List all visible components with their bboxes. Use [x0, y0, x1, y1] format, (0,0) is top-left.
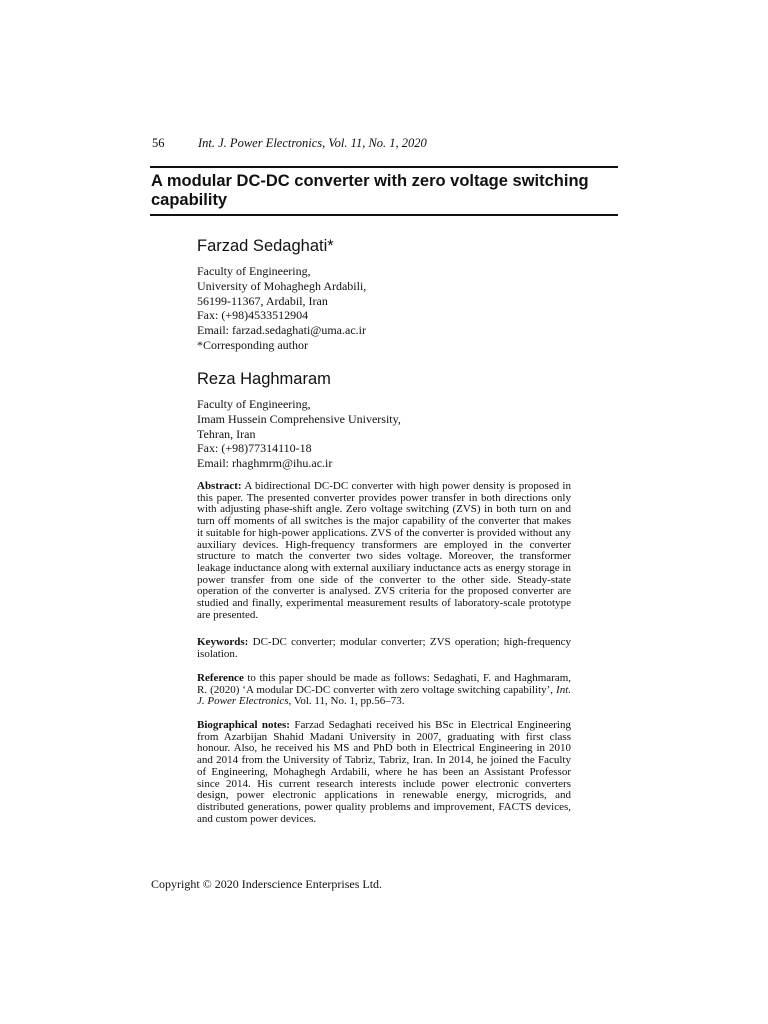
affiliation-email: Email: rhaghmrm@ihu.ac.ir [197, 456, 333, 471]
page-number: 56 [152, 136, 165, 150]
affiliation-line: Fax: (+98)4533512904 [197, 308, 309, 323]
affiliation-line: Imam Hussein Comprehensive University, [197, 411, 401, 426]
reference-journal: Int. J. Power Electronics [197, 683, 572, 708]
title-rule-bottom [150, 214, 618, 216]
keywords-text: DC-DC converter; modular converter; ZVS operation; high-frequency isolation. [197, 636, 572, 660]
affiliation-line: University of Mohaghegh Ardabili, [197, 278, 367, 293]
author-affiliation [197, 264, 577, 353]
copyright-notice: Copyright © 2020 Inderscience Enterprises Ltd. [151, 877, 383, 891]
reference-details: , Vol. 11, No. 1, pp.56–73. [288, 695, 405, 708]
abstract-text: A bidirectional DC-DC converter with high power density is proposed in this paper. The presented converter provides power transfer in both directions only with adjusting phase-shift angle. Zero voltage switching (ZVS) in both turn on and turn off moments of all switches is the major capability of the converter that makes it suitable for high-power applications. ZVS of the converter is provided without any auxiliary devices. High-frequency transformers are employed in the converter structure to match the converter two sides voltage. Moreover, the transformer leakage inductance along with external auxiliary inductance acts as energy storage in power transfer from one side of the converter to the other side. Steady-state operation of the converter is analysed. ZVS criteria for the proposed converter are studied and finally, experimental measurement results of laboratory-scale prototype are presented. [197, 480, 571, 621]
affiliation-line: Fax: (+98)77314110-18 [197, 441, 312, 456]
author-name: Farzad Sedaghati* [197, 237, 334, 255]
title-rule-top [150, 166, 618, 168]
author-block-2 [197, 369, 577, 471]
author-block-1 [197, 236, 577, 353]
journal-citation: Int. J. Power Electronics, Vol. 11, No. 1, 2020 [198, 136, 427, 150]
affiliation-email: Email: farzad.sedaghati@uma.ac.ir [197, 323, 366, 338]
running-header [152, 136, 622, 151]
paper-title: A modular DC-DC converter with zero voltage switching capability [151, 172, 589, 209]
affiliation-line: 56199-11367, Ardabil, Iran [197, 293, 328, 308]
reference-text: to this paper should be made as follows: Sedaghati, F. and Haghmaram, R. (2020) ‘A modular DC-DC converter with zero voltage switching capability’, [197, 672, 572, 696]
abstract [197, 481, 571, 621]
corresponding-author-note: *Corresponding author [197, 337, 308, 352]
keywords [197, 637, 571, 660]
reference-label: Reference [197, 672, 244, 684]
keywords-label: Keywords: [197, 636, 249, 648]
bio-text: Farzad Sedaghati received his BSc in Electrical Engineering from Azarbijan Shahid Madani University in 2007, graduating with first class honour. Also, he received his MS and PhD both in Electrical Engineering in 2010 and 2014 from the University of Tabriz, Tabriz, Iran. In 2014, he joined the Faculty of Engineering, Mohaghegh Ardabili, where he has been an Assistant Professor since 2014. His current research interests include power electronic converters design, power electronic applications in renewable energy, microgrids, and distributed generations, power quality problems and improvement, FACTS devices, and custom power devices. [197, 719, 571, 825]
author-affiliation [197, 397, 577, 471]
biographical-notes [197, 720, 571, 825]
affiliation-line: Faculty of Engineering, [197, 264, 311, 278]
affiliation-line: Faculty of Engineering, [197, 397, 311, 411]
abstract-label: Abstract: [197, 480, 242, 492]
affiliation-line: Tehran, Iran [197, 426, 256, 441]
reference [197, 673, 571, 708]
bio-label: Biographical notes: [197, 719, 290, 731]
author-name: Reza Haghmaram [197, 370, 331, 388]
